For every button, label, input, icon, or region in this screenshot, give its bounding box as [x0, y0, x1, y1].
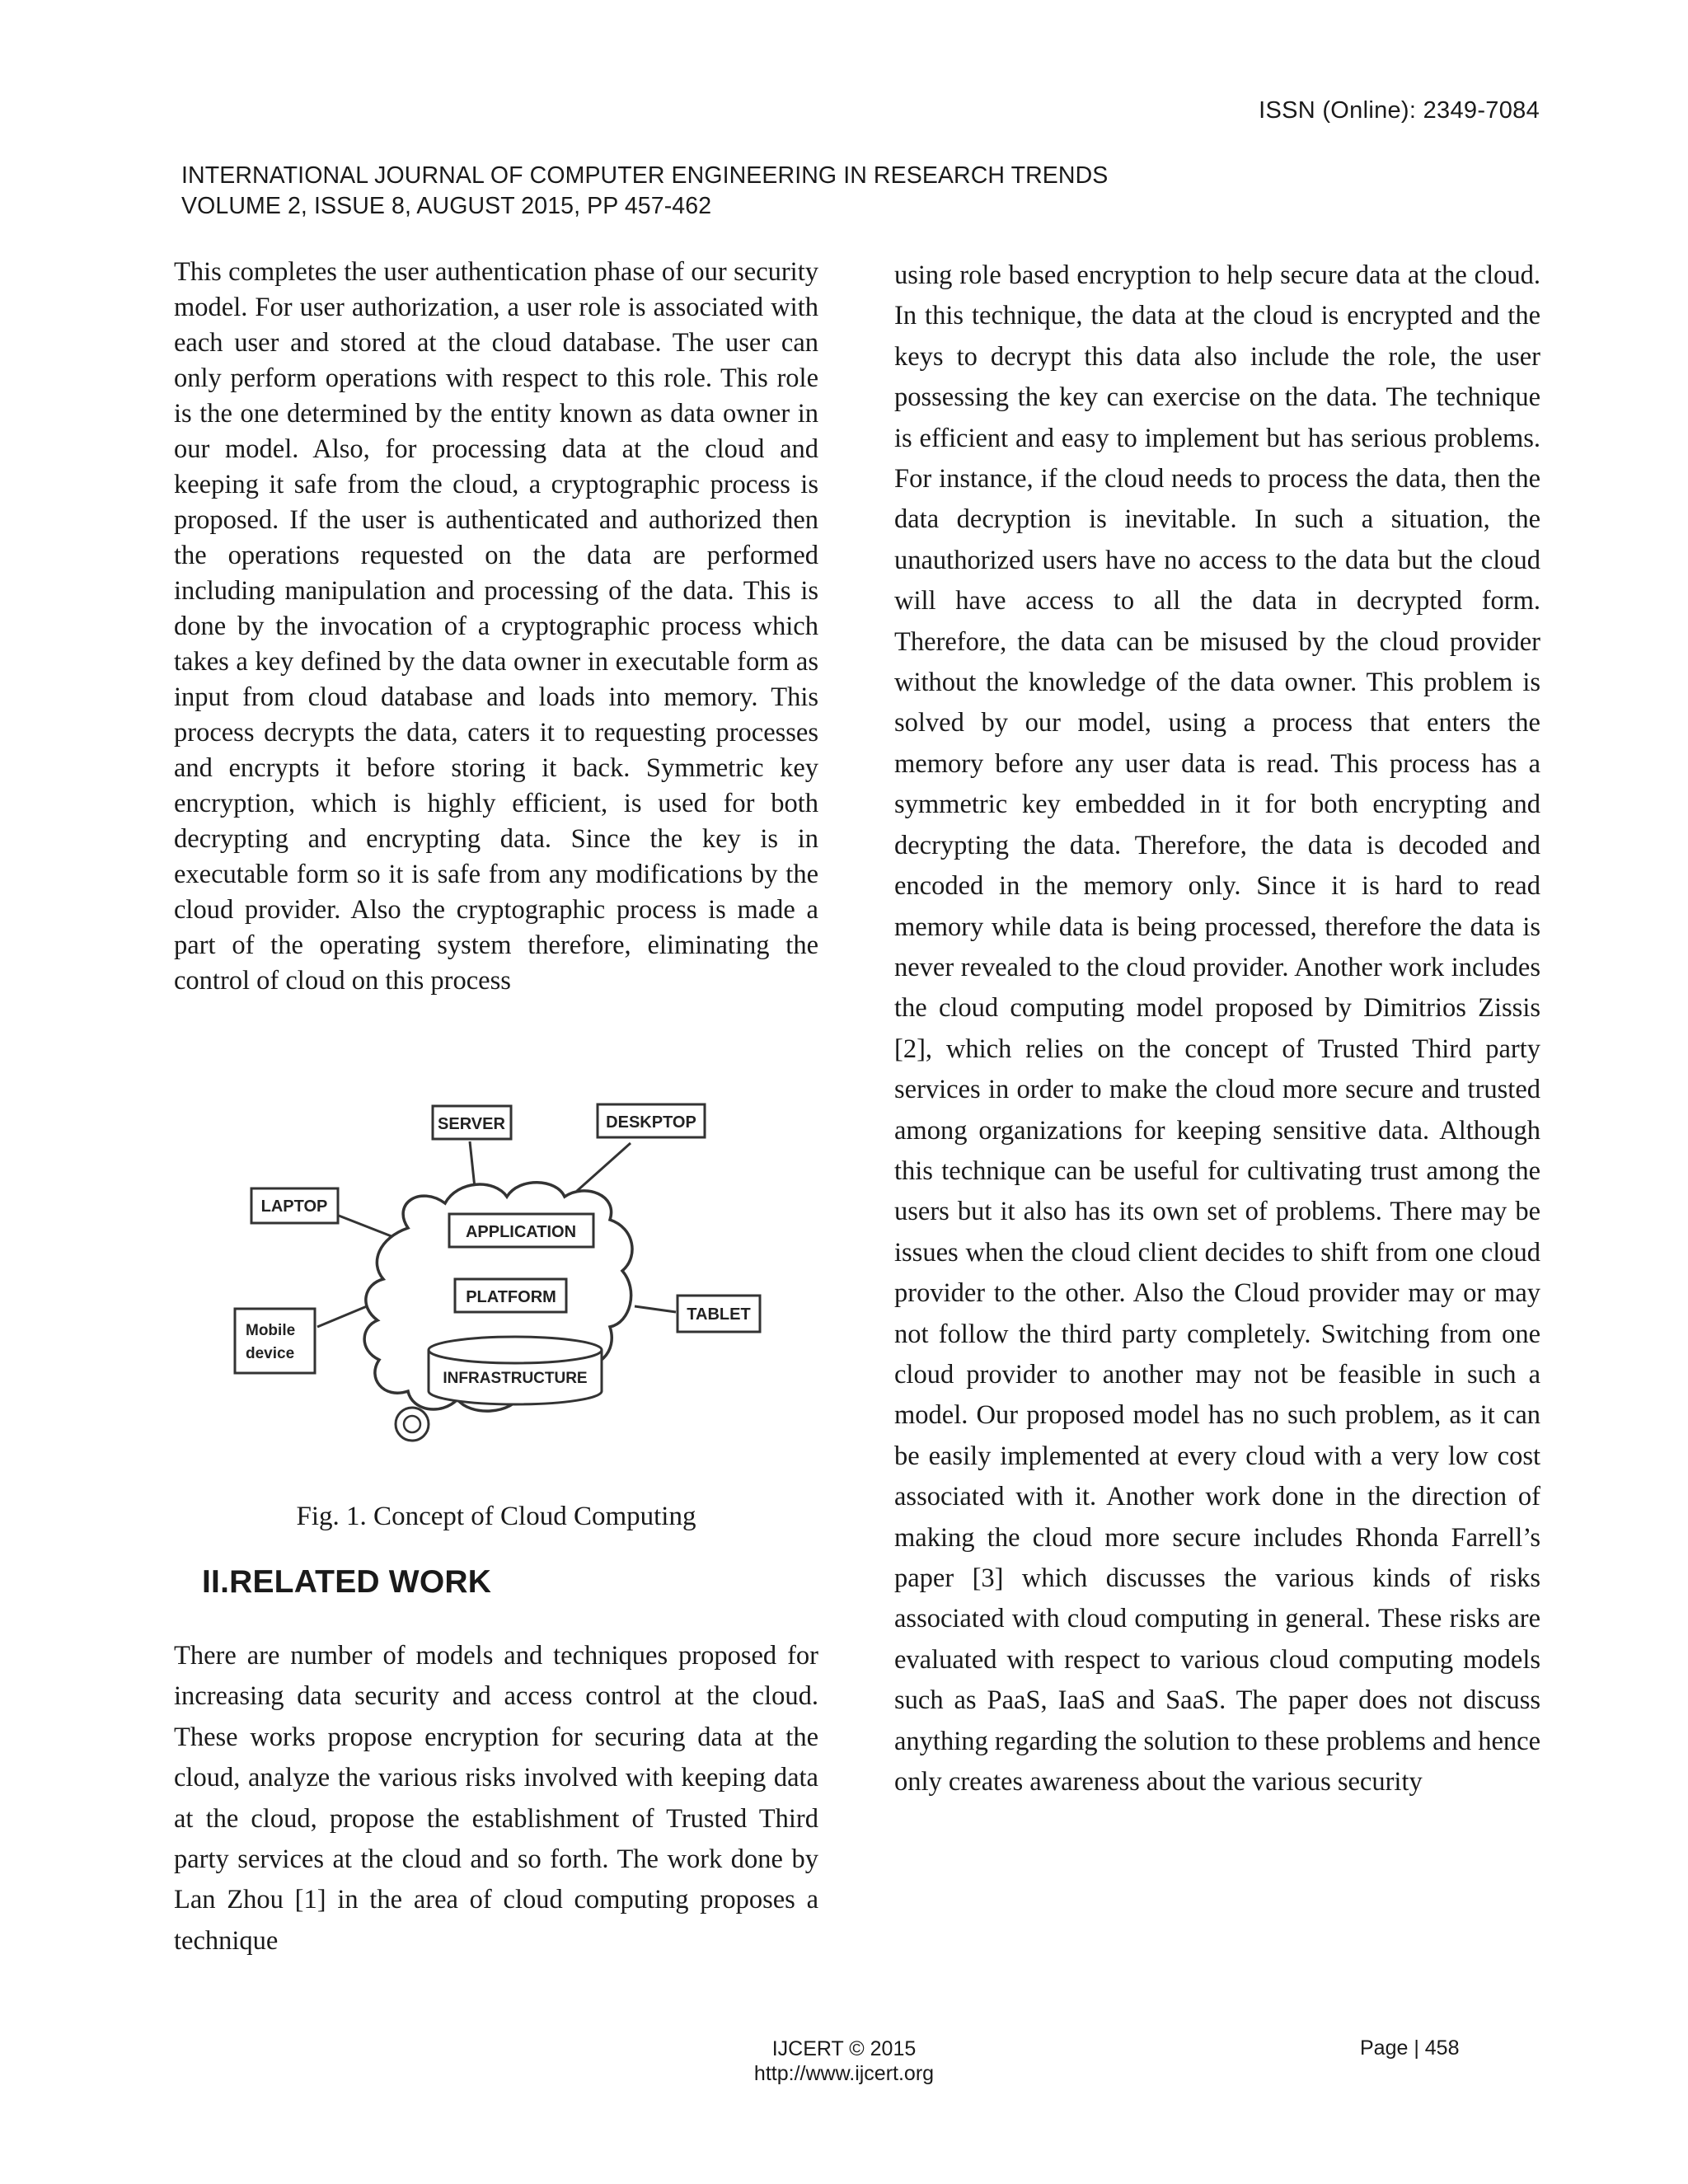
footer-copyright: IJCERT © 2015 [771, 2037, 917, 2060]
infrastructure-cylinder-top [429, 1337, 602, 1363]
connector-desktop [577, 1143, 631, 1191]
related-work-paragraph: There are number of models and techniques proposed for increasing data security and access control at the cloud. These works propose encryption for securing data at the cloud, analyze the various risks involved with keeping data at the cloud, propose the establishment of Trusted Third party services at the cloud and so forth. The work done by Lan Zhou [1] in the area of cloud computing proposes a technique [174, 1641, 818, 1956]
right-column-paragraph: using role based encryption to help secure data at the cloud. In this technique, the data at the cloud is encrypted and the keys to decrypt this data also include the role, the user possessing the key can exercise on the data. The technique is efficient and easy to implement but has serious problems. For instance, if the cloud needs to process the data, then the data decryption is inevitable. In such a situation, the unauthorized users have no access to the data but the cloud will have access to all the data in decrypted form. Therefore, the data can be misused by the cloud provider without the knowledge of the data owner. This problem is solved by our model, using a process that enters the memory before any user data is read. This process has a symmetric key embedded in it for both encrypting and decrypting the data. Therefore, the data is decoded and encoded in the memory only. Since it is hard to read memory while data is being processed, therefore the data is never revealed to the cloud provider. Another work includes the cloud computing model proposed by Dimitrios Zissis [2], which relies on the concept of Trusted Third party services in order to make the cloud more secure and trusted among organizations for keeping sensitive data. Although this technique can be useful for cultivating trust among the users but it also has its own set of problems. There may be issues when the cloud client decides to shift from one cloud provider to the other. Also the Cloud provider may or may not follow the third party completely. Switching from one cloud provider to another may not be feasible in such a model. Our proposed model has no such problem, as it can be easily implemented at every cloud with a very low cost associated with it. Another work done in the direction of making the cloud more secure includes Rhonda Farrell’s paper [3] which discusses the various kinds of risks associated with cloud computing in general. These risks are evaluated with respect to various cloud computing models such as PaaS, IaaS and SaaS. The paper does not discuss anything regarding the solution to these problems and hence only creates awareness about the various security [894, 260, 1540, 1797]
journal-title: INTERNATIONAL JOURNAL OF COMPUTER ENGINEERING IN RESEARCH TRENDS [181, 162, 1109, 189]
mobile-device-box [235, 1309, 315, 1373]
cloud-bubble-small [404, 1416, 420, 1432]
mobile-label-line2: device [246, 1345, 295, 1362]
figure-caption: Fig. 1. Concept of Cloud Computing [296, 1502, 696, 1531]
infrastructure-label: INFRASTRUCTURE [443, 1370, 588, 1387]
desktop-label: DESKPTOP [606, 1113, 696, 1132]
connector-mobile [317, 1306, 367, 1327]
footer-url[interactable]: http://www.ijcert.org [753, 2062, 935, 2085]
server-label: SERVER [438, 1115, 505, 1133]
mobile-label-line1: Mobile [246, 1322, 296, 1339]
tablet-label: TABLET [687, 1305, 751, 1324]
cloud-computing-figure [223, 1088, 783, 1479]
journal-header [181, 161, 1108, 222]
section-heading: II.RELATED WORK [202, 1564, 492, 1600]
footer-page-number: Page | 458 [1360, 2036, 1460, 2060]
connector-laptop [339, 1216, 396, 1238]
connector-tablet [635, 1306, 676, 1312]
platform-label: PLATFORM [466, 1288, 556, 1306]
left-column-paragraph: This completes the user authentication phase of our security model. For user authorization, a user role is associated with each user and stored at the cloud database. The user can only perform operations with respect to this role. This role is the one determined by the entity known as data owner in our model. Also, for processing data at the cloud and keeping it safe from the cloud, a cryptographic process is proposed. If the user is authenticated and authorized then the operations requested on the data are performed including manipulation and processing of the data. This is done by the invocation of a cryptographic process which takes a key defined by the data owner in executable form as input from cloud database and loads into memory. This process decrypts the data, caters it to requesting processes and encrypts it before storing it back. Symmetric key encryption, which is highly efficient, is used for both decrypting and encrypting data. Since the key is in executable form so it is safe from any modifications by the cloud provider. Also the cryptographic process is made a part of the operating system therefore, eliminating the control of cloud on this process [174, 257, 818, 996]
journal-volume: VOLUME 2, ISSUE 8, AUGUST 2015, PP 457-462 [181, 193, 712, 219]
application-label: APPLICATION [465, 1223, 577, 1241]
laptop-label: LAPTOP [260, 1197, 328, 1216]
issn-header: ISSN (Online): 2349-7084 [1259, 97, 1540, 124]
